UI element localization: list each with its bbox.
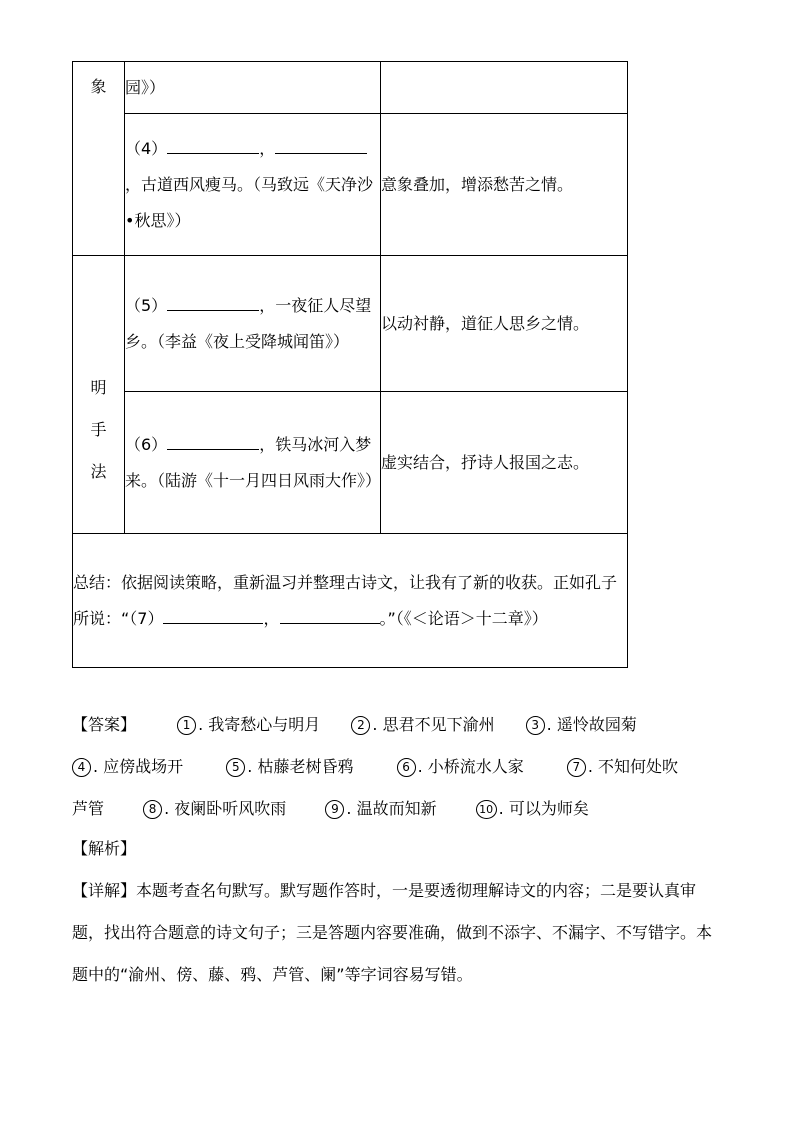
answer-item — [476, 799, 589, 818]
answer-item — [351, 715, 494, 734]
category-char: 明 — [90, 377, 107, 397]
answer-text: 虚实结合，抒诗人报国之志。 — [381, 452, 590, 472]
answer-text: 以动衬静，道征人思乡之情。 — [381, 313, 590, 333]
answer-item-text: . 我寄愁心与明月 — [198, 715, 321, 734]
analysis-section — [72, 828, 722, 996]
question-cell-6 — [125, 392, 381, 534]
circled-number: 5 — [226, 758, 245, 777]
question-number: （5） — [125, 295, 168, 315]
category-cell-top — [73, 62, 125, 256]
answer-section — [72, 704, 732, 830]
category-char: 法 — [90, 461, 107, 481]
fill-blank[interactable] — [167, 431, 259, 450]
circled-number: 2 — [351, 716, 370, 735]
answer-text: 意象叠加，增添愁苦之情。 — [381, 174, 574, 194]
question-text: 园》） — [125, 77, 166, 97]
answer-item-text: . 夜阑卧听风吹雨 — [164, 799, 287, 818]
circled-number: 9 — [325, 800, 344, 819]
answer-item — [397, 757, 524, 776]
category-char: 象 — [90, 77, 107, 96]
fill-blank[interactable] — [280, 605, 380, 624]
answer-item-text: . 不知何处吹 — [587, 757, 679, 776]
separator: ， — [263, 608, 280, 628]
answer-item-text: . 可以为师矣 — [498, 799, 589, 818]
circled-number: 1 — [177, 716, 196, 735]
answer-item-text: . 小桥流水人家 — [417, 757, 524, 776]
answer-item — [526, 715, 637, 734]
poem-table — [72, 61, 628, 668]
answer-row — [72, 788, 732, 830]
category-cell-bottom — [73, 256, 125, 534]
summary-text: 。”（《＜论语＞十二章》） — [379, 608, 548, 628]
answer-cell-6 — [381, 392, 628, 534]
circled-number: 3 — [526, 716, 545, 735]
circled-number: 6 — [397, 758, 416, 777]
fill-blank[interactable] — [167, 292, 259, 311]
answer-row — [72, 704, 732, 746]
circled-number: 8 — [143, 800, 162, 819]
answer-item-text: . 遥怜故园菊 — [546, 715, 637, 734]
answer-item-text: . 温故而知新 — [346, 799, 437, 818]
fill-blank[interactable] — [275, 135, 367, 154]
answer-item — [325, 799, 436, 818]
answer-item — [72, 757, 183, 776]
summary-cell — [73, 534, 628, 668]
answer-cell-5 — [381, 256, 628, 392]
answer-cell-4 — [381, 114, 628, 256]
circled-number: 4 — [72, 758, 91, 777]
question-number: （4） — [125, 138, 168, 158]
separator: ， — [125, 174, 142, 194]
summary-text: 总结：依据阅读策略，重新温习并整理古诗文，让我有了新的收获。正如孔子所说：“（7） — [73, 572, 618, 628]
circled-number: 10 — [476, 800, 497, 819]
answer-item-text: . 思君不见下渝州 — [372, 715, 495, 734]
answer-cell-3 — [381, 62, 628, 114]
question-cell-3-tail — [125, 62, 381, 114]
answer-item — [567, 757, 678, 776]
answer-label: 【答案】 — [72, 715, 137, 734]
answer-item-text: . 枯藤老树昏鸦 — [247, 757, 354, 776]
question-cell-4 — [125, 114, 381, 256]
question-text: 古道西风瘦马。（马致远《天净沙•秋思》） — [125, 174, 374, 230]
circled-number: 7 — [567, 758, 586, 777]
answer-item — [226, 757, 353, 776]
analysis-detail: 【详解】本题考查名句默写。默写题作答时，一是要透彻理解诗文的内容；二是要认真审题，找出符合题意的诗文句子；三是答题内容要准确，做到不添字、不漏字、不写错字。本题中的“渝州、傍、藤、鸦、芦管、阑”等字词容易写错。 — [72, 881, 713, 984]
answer-row — [72, 746, 732, 788]
separator: ， — [259, 138, 276, 158]
fill-blank[interactable] — [163, 605, 263, 624]
analysis-label: 【解析】 — [72, 839, 137, 858]
category-char: 手 — [90, 419, 107, 439]
answer-item — [177, 715, 320, 734]
question-number: （6） — [125, 434, 168, 454]
question-text: ，铁马冰河入梦来。（陆游《十一月四日风雨大作》） — [125, 434, 382, 490]
question-text: ，一夜征人尽望乡。（李益《夜上受降城闻笛》） — [125, 295, 372, 351]
answer-item-text: . 应傍战场开 — [93, 757, 184, 776]
answer-item-text: 芦管 — [72, 799, 105, 818]
fill-blank[interactable] — [167, 135, 259, 154]
question-cell-5 — [125, 256, 381, 392]
answer-item — [143, 799, 286, 818]
